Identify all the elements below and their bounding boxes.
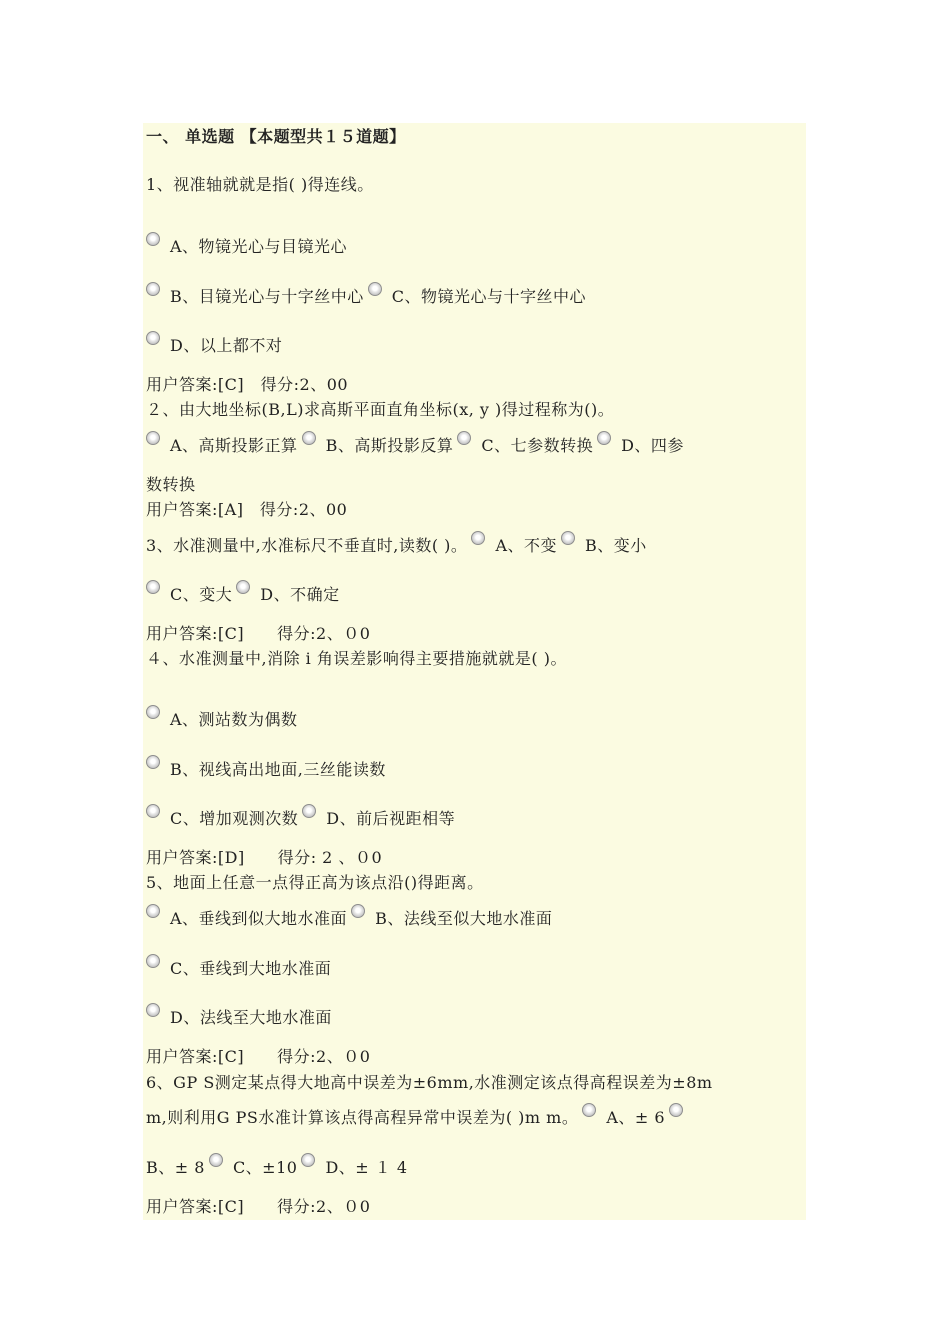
question-1-stem: 1、视准轴就就是指( )得连线。 — [146, 175, 374, 194]
question-6-option-d[interactable]: D、± １ 4 — [325, 1158, 408, 1177]
radio-icon[interactable] — [146, 331, 160, 345]
question-1-answer: 用户答案:[C] 得分:2、00 — [146, 375, 349, 394]
question-6-stem-row — [146, 1103, 693, 1128]
question-6-option-row — [146, 1153, 408, 1178]
radio-icon[interactable] — [146, 580, 160, 594]
radio-icon[interactable] — [146, 755, 160, 769]
question-4-option-c[interactable]: C、增加观测次数 — [170, 809, 299, 828]
radio-icon[interactable] — [302, 804, 316, 818]
question-4-option-row — [146, 804, 455, 829]
question-2-option-d[interactable]: D、四参 — [621, 436, 684, 455]
question-2-option-a[interactable]: A、高斯投影正算 — [170, 436, 298, 455]
question-5-option-b[interactable]: B、法线至似大地水准面 — [375, 909, 553, 928]
question-3-option-row — [146, 580, 340, 605]
question-4-option-d[interactable]: D、前后视距相等 — [326, 809, 456, 828]
question-4-option-a[interactable]: A、测站数为偶数 — [146, 705, 298, 730]
question-5-stem: 5、地面上任意一点得正高为该点沿()得距离。 — [146, 873, 484, 892]
question-6-option-a[interactable]: A、± 6 — [606, 1108, 666, 1127]
question-4-stem: ４、水准测量中,消除 i 角误差影响得主要措施就就是( )。 — [146, 649, 567, 668]
question-2-option-wrap: 数转换 — [146, 475, 196, 494]
question-3-answer: 用户答案:[C] 得分:2、０0 — [146, 624, 371, 643]
question-1-option-b[interactable]: B、目镜光心与十字丝中心 — [170, 287, 364, 306]
question-1-option-c[interactable]: C、物镜光心与十字丝中心 — [391, 287, 587, 306]
radio-icon[interactable] — [597, 431, 611, 445]
question-6-answer: 用户答案:[C] 得分:2、０0 — [146, 1197, 371, 1216]
question-2-option-b[interactable]: B、高斯投影反算 — [325, 436, 454, 455]
radio-icon[interactable] — [146, 705, 160, 719]
radio-icon[interactable] — [146, 904, 160, 918]
radio-icon[interactable] — [301, 1153, 315, 1167]
question-3-option-d[interactable]: D、不确定 — [260, 585, 340, 604]
radio-icon[interactable] — [236, 580, 250, 594]
radio-icon[interactable] — [669, 1103, 683, 1117]
question-5-option-c[interactable]: C、垂线到大地水准面 — [146, 954, 331, 979]
question-6-stem-cont: m,则利用G PS水准计算该点得高程异常中误差为( )m m。 — [146, 1108, 579, 1127]
question-3-option-c[interactable]: C、变大 — [170, 585, 233, 604]
question-3-option-a[interactable]: A、不变 — [495, 536, 557, 555]
radio-icon[interactable] — [146, 282, 160, 296]
question-2-stem: ２、由大地坐标(B,L)求高斯平面直角坐标(x, y )得过程称为()。 — [146, 400, 615, 419]
radio-icon[interactable] — [302, 431, 316, 445]
question-5-answer: 用户答案:[C] 得分:2、０0 — [146, 1047, 371, 1066]
section-title: 一、 单选题 【本题型共１５道题】 — [146, 127, 406, 146]
question-6-option-b[interactable]: B、± 8 — [146, 1158, 205, 1177]
radio-icon[interactable] — [471, 531, 485, 545]
question-3-stem: 3、水准测量中,水准标尺不垂直时,读数( )。 — [146, 536, 468, 555]
question-6-option-c[interactable]: C、±10 — [232, 1158, 298, 1177]
question-1-option-row — [146, 282, 586, 307]
radio-icon[interactable] — [582, 1103, 596, 1117]
radio-icon[interactable] — [351, 904, 365, 918]
question-3-stem-row — [146, 531, 647, 556]
radio-icon[interactable] — [209, 1153, 223, 1167]
radio-icon[interactable] — [146, 804, 160, 818]
question-4-option-b[interactable]: B、视线高出地面,三丝能读数 — [146, 755, 386, 780]
question-5-option-a[interactable]: A、垂线到似大地水准面 — [170, 909, 348, 928]
radio-icon[interactable] — [146, 954, 160, 968]
question-1-option-a[interactable]: A、物镜光心与目镜光心 — [146, 232, 347, 257]
radio-icon[interactable] — [561, 531, 575, 545]
radio-icon[interactable] — [368, 282, 382, 296]
question-2-option-row — [146, 431, 684, 456]
question-4-answer: 用户答案:[D] 得分: 2 、０0 — [146, 848, 383, 867]
question-1-option-d[interactable]: D、以上都不对 — [146, 331, 282, 356]
question-6-stem: 6、GP S测定某点得大地高中误差为±6mm,水准测定该点得高程误差为±8m — [146, 1073, 713, 1092]
question-3-option-b[interactable]: B、变小 — [585, 536, 647, 555]
radio-icon[interactable] — [146, 1003, 160, 1017]
radio-icon[interactable] — [457, 431, 471, 445]
question-2-option-c[interactable]: C、七参数转换 — [481, 436, 594, 455]
question-5-option-d[interactable]: D、法线至大地水准面 — [146, 1003, 332, 1028]
radio-icon[interactable] — [146, 431, 160, 445]
question-5-option-row — [146, 904, 552, 929]
radio-icon[interactable] — [146, 232, 160, 246]
question-2-answer: 用户答案:[A] 得分:2、00 — [146, 500, 348, 519]
